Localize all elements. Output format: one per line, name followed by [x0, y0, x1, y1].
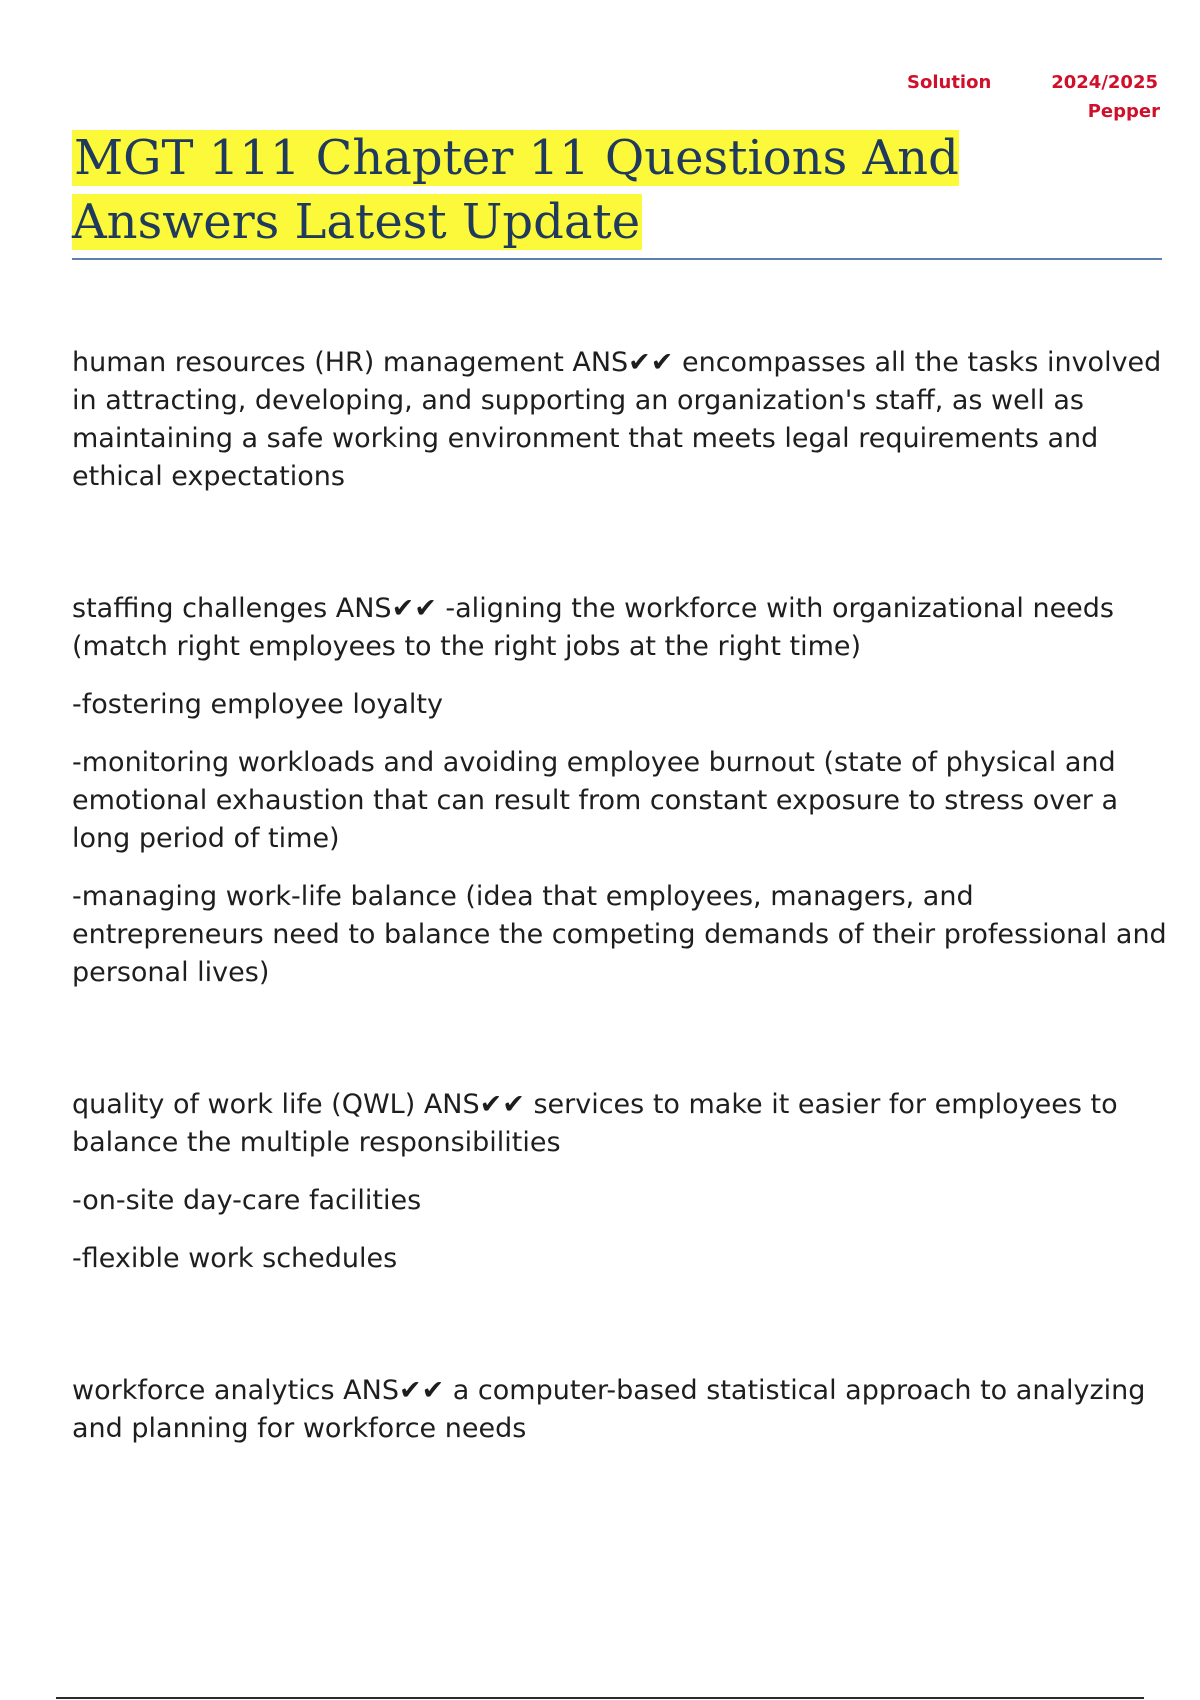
solution-label: Solution: [907, 72, 992, 93]
entry-paragraph: -flexible work schedules: [72, 1243, 398, 1274]
entry-quality-of-work-life: [72, 1086, 1167, 1278]
entry-paragraph: workforce analytics ANS✔✔ a computer-based statistical approach to analyzing and planning for workforce needs: [72, 1375, 1146, 1444]
document-title-text: MGT 111 Chapter 11 Questions And Answers Latest Update: [72, 130, 959, 250]
document-body: [72, 344, 1167, 1468]
entry-paragraph: -fostering employee loyalty: [72, 689, 443, 720]
entry-staffing-challenges: [72, 590, 1167, 992]
entry-paragraph: staffing challenges ANS✔✔ -aligning the workforce with organizational needs (match right employees to the right jobs at the right time): [72, 593, 1114, 662]
document-title: [72, 126, 1162, 254]
year-label: 2024/2025: [1051, 72, 1158, 93]
entry-paragraph: -on-site day-care facilities: [72, 1185, 422, 1216]
entry-paragraph: -monitoring workloads and avoiding employee burnout (state of physical and emotional exhaustion that can result from constant exposure to stress over a long period of time): [72, 747, 1119, 854]
entry-workforce-analytics: [72, 1372, 1167, 1448]
entry-paragraph: human resources (HR) management ANS✔✔ encompasses all the tasks involved in attracting, developing, and supporting an organization's staff, as well as maintaining a safe working environment that meets legal requirements and ethical expectations: [72, 347, 1162, 492]
entry-paragraph: -managing work-life balance (idea that employees, managers, and entrepreneurs need to balance the competing demands of their professional and personal lives): [72, 881, 1167, 988]
title-divider: [72, 258, 1162, 260]
entry-hr-management: [72, 344, 1167, 496]
entry-paragraph: quality of work life (QWL) ANS✔✔ services to make it easier for employees to balance the multiple responsibilities: [72, 1089, 1118, 1158]
header-meta: [0, 72, 1200, 132]
page-bottom-rule: [56, 1697, 1144, 1699]
author-label: Pepper: [1087, 101, 1160, 122]
